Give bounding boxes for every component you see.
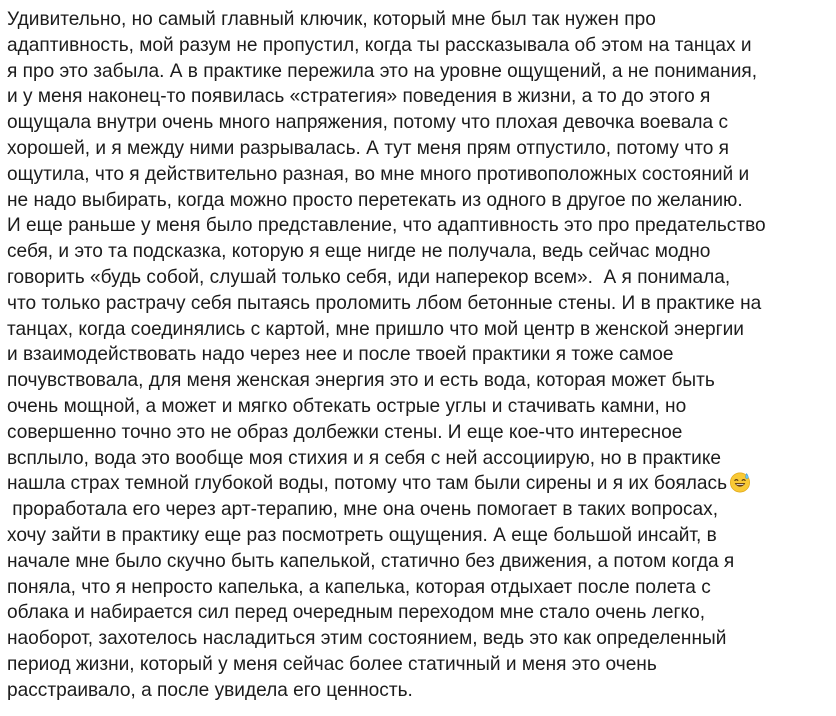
text-line: нашла страх темной глубокой воды, потому что там были сирены и я их боялась bbox=[7, 473, 728, 495]
text-line: период жизни, который у меня сейчас более статичный и меня это очень bbox=[7, 653, 657, 675]
text-line: ощущала внутри очень много напряжения, потому что плохая девочка воевала с bbox=[7, 112, 729, 134]
text-line: я про это забыла. А в практике пережила это на уровне ощущений, а не понимания, bbox=[7, 60, 758, 82]
text-line: и у меня наконец-то появилась «стратегия» поведения в жизни, а то до этого я bbox=[7, 86, 711, 108]
text-line: расстраивало, а после увидела его ценность. bbox=[7, 679, 413, 701]
text-line: Удивительно, но самый главный ключик, который мне был так нужен про bbox=[7, 9, 656, 30]
text-line: всплыло, вода это вообще моя стихия и я себя с ней ассоциирую, но в практике bbox=[7, 447, 722, 469]
text-line: и взаимодействовать надо через нее и после твоей практики я тоже самое bbox=[7, 344, 674, 366]
text-line: что только растрачу себя пытаясь проломить лбом бетонные стены. И в практике на bbox=[7, 292, 762, 314]
post-text bbox=[7, 7, 833, 704]
text-line: очень мощной, а может и мягко обтекать острые углы и стачивать камни, но bbox=[7, 395, 687, 417]
text-line: не надо выбирать, когда можно просто перетекать из одного в другое по желанию. bbox=[7, 189, 743, 211]
text-line: совершенно точно это не образ долбежки стены. И еще кое-что интересное bbox=[7, 421, 683, 443]
text-line: поняла, что я непросто капелька, а капелька, которая отдыхает после полета с bbox=[7, 576, 711, 598]
text-line: себя, и это та подсказка, которую я еще нигде не получала, ведь сейчас модно bbox=[7, 241, 711, 263]
text-line: И еще раньше у меня было представление, что адаптивность это про предательство bbox=[7, 215, 766, 237]
text-line: танцах, когда соединялись с картой, мне пришло что мой центр в женской энергии bbox=[7, 318, 744, 340]
text-line: облака и набирается сил перед очередным переходом мне стало очень легко, bbox=[7, 602, 705, 624]
text-line: ощутила, что я действительно разная, во мне много противоположных состояний и bbox=[7, 163, 750, 185]
text-line: проработала его через арт-терапию, мне она очень помогает в таких вопросах, bbox=[7, 499, 719, 521]
text-line: адаптивность, мой разум не пропустил, когда ты рассказывала об этом на танцах и bbox=[7, 34, 752, 56]
text-line-with-emoji bbox=[7, 471, 833, 497]
text-line: наоборот, захотелось насладиться этим состоянием, ведь это как определенный bbox=[7, 628, 727, 650]
sweat-smile-emoji-icon bbox=[729, 471, 751, 493]
text-line: почувствовала, для меня женская энергия это и есть вода, которая может быть bbox=[7, 370, 715, 392]
text-line: начале мне было скучно быть капелькой, статично без движения, а потом когда я bbox=[7, 550, 735, 572]
text-line: хорошей, и я между ними разрывалась. А тут меня прям отпустило, потому что я bbox=[7, 137, 729, 159]
text-line: говорить «будь собой, слушай только себя, иди наперекор всем». А я понимала, bbox=[7, 266, 731, 288]
text-line: хочу зайти в практику еще раз посмотреть ощущения. А еще большой инсайт, в bbox=[7, 524, 717, 546]
